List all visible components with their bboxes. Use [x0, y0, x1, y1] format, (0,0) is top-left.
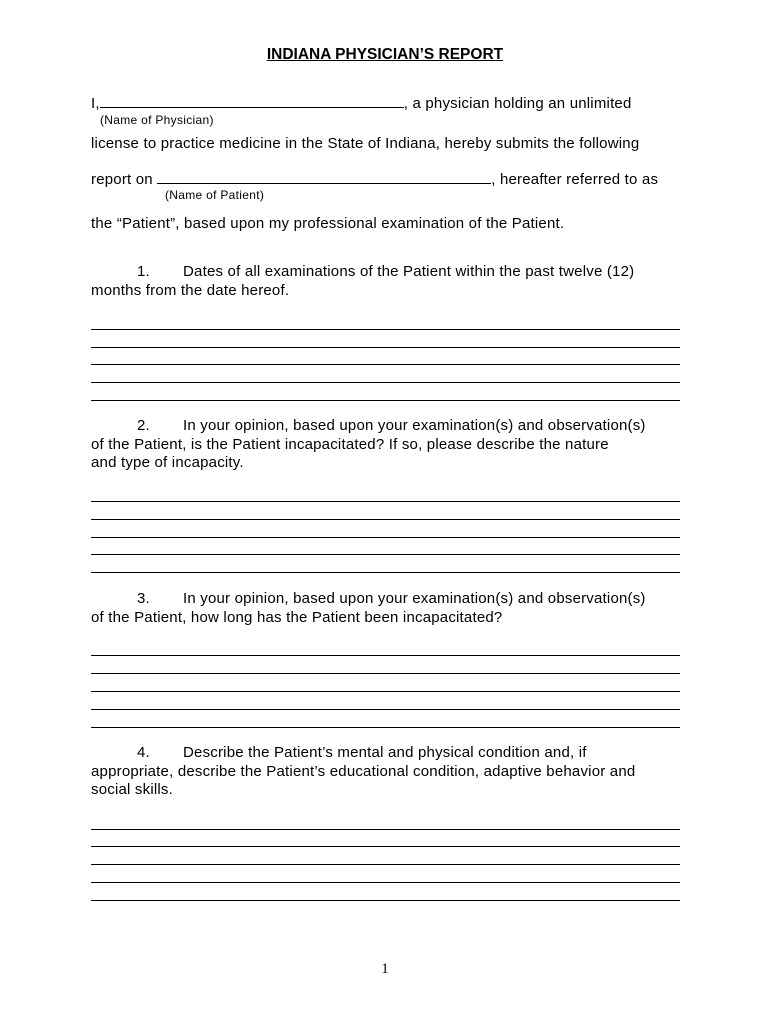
question-3-line-2: of the Patient, how long has the Patient been incapacitated? — [91, 608, 503, 626]
question-2-number: 2. — [137, 417, 150, 434]
report-on-label: report on — [91, 171, 153, 188]
question-2-line-3: and type of incapacity. — [91, 454, 244, 471]
answer-1-line-1[interactable] — [91, 329, 680, 330]
page-number: 1 — [381, 961, 389, 977]
document-title: INDIANA PHYSICIAN’S REPORT — [266, 46, 504, 63]
answer-3-line-4[interactable] — [91, 709, 680, 710]
question-1-number: 1. — [137, 263, 150, 280]
answer-3-line-1[interactable] — [91, 655, 680, 656]
answer-2-line-4[interactable] — [91, 554, 680, 555]
answer-1-line-3[interactable] — [91, 364, 680, 365]
intro-line-4: the “Patient”, based upon my professional examination of the Patient. — [91, 215, 565, 232]
intro-line-2: license to practice medicine in the State of Indiana, hereby submits the following — [91, 135, 640, 152]
question-2-line-2: of the Patient, is the Patient incapacitated? If so, please describe the nature — [91, 435, 609, 453]
question-1-line-1: Dates of all examinations of the Patient within the past twelve (12) — [183, 263, 635, 280]
answer-1-line-2[interactable] — [91, 347, 680, 348]
question-2-line-1: In your opinion, based upon your examination(s) and observation(s) — [183, 417, 646, 434]
question-3-line-1: In your opinion, based upon your examination(s) and observation(s) — [183, 590, 646, 607]
intro-after-physician: , a physician holding an unlimited — [403, 95, 632, 112]
intro-line-3 — [91, 171, 658, 188]
question-4-line-1: Describe the Patient’s mental and physical condition and, if — [183, 744, 587, 761]
question-2 — [91, 417, 691, 473]
question-3 — [91, 590, 691, 627]
question-3-number: 3. — [137, 590, 150, 607]
physician-name-caption: (Name of Physician) — [100, 113, 214, 127]
answer-4-line-4[interactable] — [91, 882, 680, 883]
question-1 — [91, 263, 691, 300]
patient-name-caption: (Name of Patient) — [165, 188, 265, 202]
answer-4-line-2[interactable] — [91, 846, 680, 847]
answer-1-line-4[interactable] — [91, 382, 680, 383]
answer-3-line-5[interactable] — [91, 727, 680, 728]
question-4-line-2: appropriate, describe the Patient’s educational condition, adaptive behavior and — [91, 762, 636, 780]
physician-name-field[interactable] — [100, 95, 404, 108]
answer-4-line-1[interactable] — [91, 829, 680, 830]
answer-2-line-2[interactable] — [91, 519, 680, 520]
question-4-number: 4. — [137, 744, 150, 761]
answer-4-line-3[interactable] — [91, 864, 680, 865]
intro-after-patient: , hereafter referred to as — [491, 171, 659, 188]
answer-1-line-5[interactable] — [91, 400, 680, 401]
intro-line-1 — [91, 95, 632, 112]
answer-2-line-3[interactable] — [91, 537, 680, 538]
intro-prefix: I, — [91, 95, 100, 112]
answer-2-line-5[interactable] — [91, 572, 680, 573]
question-4 — [91, 744, 691, 800]
answer-2-line-1[interactable] — [91, 501, 680, 502]
answer-3-line-3[interactable] — [91, 691, 680, 692]
patient-name-field[interactable] — [157, 171, 491, 184]
answer-3-line-2[interactable] — [91, 673, 680, 674]
question-1-line-2: months from the date hereof. — [91, 281, 290, 299]
answer-4-line-5[interactable] — [91, 900, 680, 901]
question-4-line-3: social skills. — [91, 781, 173, 798]
